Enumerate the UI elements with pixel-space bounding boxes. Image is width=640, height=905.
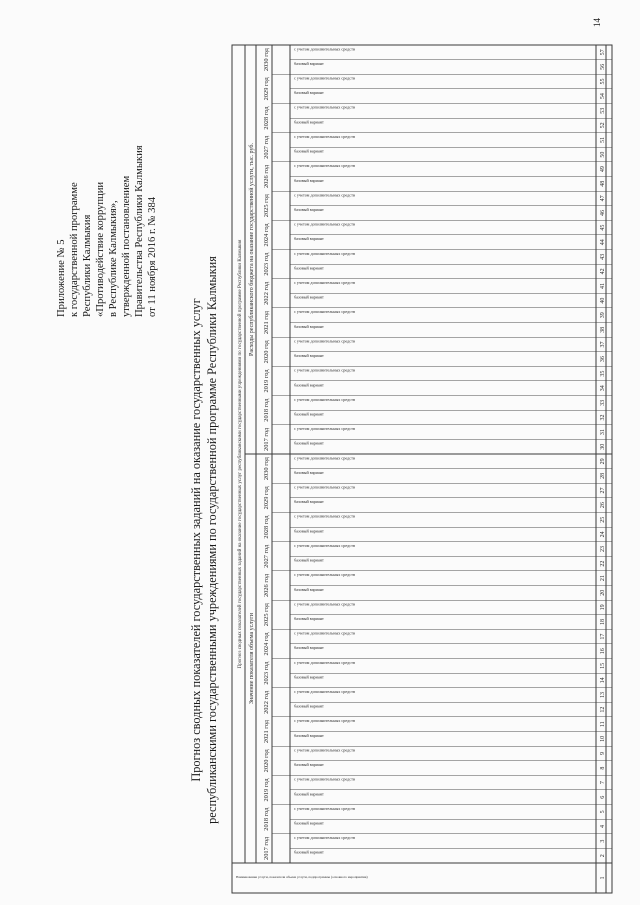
column-number: 11: [600, 721, 606, 728]
variant-extra: с учетом дополнительных средств: [294, 280, 355, 286]
appendix-line: к государственной программе: [69, 182, 80, 317]
variant-extra: с учетом дополнительных средств: [294, 630, 355, 636]
variant-base: базовый вариант: [294, 615, 324, 621]
variant-base: базовый вариант: [294, 60, 324, 66]
variant-base: базовый вариант: [294, 674, 324, 680]
year-header: 2025 год: [263, 603, 270, 627]
variant-extra: с учетом дополнительных средств: [294, 572, 355, 578]
column-number: 52: [600, 122, 606, 129]
column-number: 4: [600, 824, 606, 828]
column-number: 8: [600, 766, 606, 770]
variant-base: базовый вариант: [294, 440, 324, 446]
variant-base: базовый вариант: [294, 411, 324, 417]
appendix-line: Приложение № 5: [56, 239, 67, 317]
variant-base: базовый вариант: [294, 703, 324, 709]
variant-base: базовый вариант: [294, 791, 324, 797]
column-number: 35: [600, 370, 606, 377]
variant-extra: с учетом дополнительных средств: [294, 250, 355, 256]
column-number: 54: [600, 93, 606, 100]
variant-base: базовый вариант: [294, 586, 324, 592]
variant-extra: с учетом дополнительных средств: [294, 718, 355, 724]
year-header: 2019 год: [263, 778, 270, 802]
variant-base: базовый вариант: [294, 469, 324, 475]
year-header: 2023 год: [263, 661, 270, 685]
year-header: 2023 год: [263, 252, 270, 276]
column-number: 41: [600, 283, 606, 290]
column-number: 57: [600, 49, 606, 56]
year-header: 2017 год: [263, 427, 270, 451]
variant-base: базовый вариант: [294, 265, 324, 271]
column-number: 26: [600, 502, 606, 509]
variant-base: базовый вариант: [294, 528, 324, 534]
column-number: 45: [600, 224, 606, 231]
page-number: 14: [592, 18, 602, 27]
column-number: 50: [600, 151, 606, 158]
expense-header: Расходы республиканского бюджета на оказание государственной услуги, тыс. руб.: [249, 143, 255, 356]
variant-extra: с учетом дополнительных средств: [294, 367, 355, 373]
variant-extra: с учетом дополнительных средств: [294, 747, 355, 753]
column-number: 21: [600, 575, 606, 582]
table-frame: [232, 45, 612, 893]
column-number: 13: [600, 692, 606, 699]
variant-extra: с учетом дополнительных средств: [294, 513, 355, 519]
variant-extra: с учетом дополнительных средств: [294, 484, 355, 490]
appendix-line: от 11 ноября 2016 г. № 384: [147, 196, 158, 317]
title-line-1: Прогноз сводных показателей государственных заданий на оказание государственных услуг: [189, 298, 203, 782]
variant-base: базовый вариант: [294, 849, 324, 855]
variant-base: базовый вариант: [294, 294, 324, 300]
variant-base: базовый вариант: [294, 762, 324, 768]
variant-base: базовый вариант: [294, 236, 324, 242]
first-col-header: Наименование услуги, показателя объема услуги, подпрограммы (основного мероприятия): [236, 875, 368, 879]
year-header: 2018 год: [263, 398, 270, 422]
year-header: 2030 год: [263, 457, 270, 481]
variant-extra: с учетом дополнительных средств: [294, 163, 355, 169]
section-header: Прогноз сводных показателей государственных заданий на оказание государственных услуг республиканскими государственными учреждениями по государственной программе Республики Калмыкия: [238, 239, 243, 669]
year-header: 2028 год: [263, 515, 270, 539]
column-number: 10: [600, 735, 606, 742]
variant-extra: с учетом дополнительных средств: [294, 542, 355, 548]
year-header: 2030 год: [263, 48, 270, 72]
column-number: 2: [600, 854, 606, 858]
column-number: 29: [600, 458, 606, 465]
column-number: 31: [600, 429, 606, 436]
variant-extra: с учетом дополнительных средств: [294, 601, 355, 607]
column-number: 12: [600, 706, 606, 713]
year-header: 2027 год: [263, 544, 270, 568]
column-number: 36: [600, 356, 606, 363]
column-number: 42: [600, 268, 606, 275]
column-number: 39: [600, 312, 606, 319]
year-header: 2022 год: [263, 281, 270, 305]
variant-extra: с учетом дополнительных средств: [294, 133, 355, 139]
variant-base: базовый вариант: [294, 119, 324, 125]
column-number: 55: [600, 78, 606, 85]
variant-base: базовый вариант: [294, 353, 324, 359]
variant-extra: с учетом дополнительных средств: [294, 221, 355, 227]
variant-base: базовый вариант: [294, 820, 324, 826]
column-number: 44: [600, 239, 606, 246]
variant-base: базовый вариант: [294, 499, 324, 505]
variant-base: базовый вариант: [294, 557, 324, 563]
year-header: 2027 год: [263, 135, 270, 159]
column-number: 14: [600, 677, 606, 684]
year-header: 2028 год: [263, 106, 270, 130]
appendix-line: Республики Калмыкия: [82, 214, 93, 317]
variant-base: базовый вариант: [294, 732, 324, 738]
column-number: 27: [600, 487, 606, 494]
column-number: 46: [600, 209, 606, 216]
column-number: 25: [600, 516, 606, 523]
column-number: 40: [600, 297, 606, 304]
year-header: 2029 год: [263, 486, 270, 510]
variant-base: базовый вариант: [294, 148, 324, 154]
variant-extra: с учетом дополнительных средств: [294, 338, 355, 344]
variant-base: базовый вариант: [294, 90, 324, 96]
appendix-line: «Противодействие коррупции: [95, 181, 106, 317]
column-number: 28: [600, 472, 606, 479]
column-number: 43: [600, 253, 606, 260]
year-header: 2025 год: [263, 194, 270, 218]
variant-base: базовый вариант: [294, 206, 324, 212]
variant-extra: с учетом дополнительных средств: [294, 659, 355, 665]
year-header: 2018 год: [263, 807, 270, 831]
year-header: 2024 год: [263, 223, 270, 247]
variant-extra: с учетом дополнительных средств: [294, 46, 355, 52]
column-number: 15: [600, 662, 606, 669]
column-number: 23: [600, 545, 606, 552]
variant-extra: с учетом дополнительных средств: [294, 805, 355, 811]
year-header: 2026 год: [263, 164, 270, 189]
column-number: 33: [600, 399, 606, 406]
variant-extra: с учетом дополнительных средств: [294, 426, 355, 432]
column-number: 6: [600, 795, 606, 799]
column-number: 16: [600, 648, 606, 655]
column-number: 3: [600, 839, 606, 843]
year-header: 2022 год: [263, 690, 270, 714]
column-number: 24: [600, 531, 606, 538]
column-number: 38: [600, 326, 606, 333]
variant-extra: с учетом дополнительных средств: [294, 192, 355, 198]
year-header: 2020 год: [263, 749, 270, 773]
variant-extra: с учетом дополнительных средств: [294, 104, 355, 110]
column-number: 20: [600, 589, 606, 596]
column-number: 34: [600, 385, 606, 392]
year-header: 2026 год: [263, 573, 270, 598]
column-number: 1: [600, 876, 606, 880]
variant-extra: с учетом дополнительных средств: [294, 689, 355, 695]
variant-extra: с учетом дополнительных средств: [294, 455, 355, 461]
column-number: 53: [600, 107, 606, 114]
year-header: 2021 год: [263, 310, 270, 335]
variant-extra: с учетом дополнительных средств: [294, 309, 355, 315]
column-number: 49: [600, 166, 606, 173]
variant-extra: с учетом дополнительных средств: [294, 776, 355, 782]
appendix-line: Правительства Республики Калмыкия: [134, 145, 145, 317]
column-number: 51: [600, 136, 606, 143]
column-number: 30: [600, 443, 606, 450]
column-number: 9: [600, 751, 606, 755]
year-header: 2019 год: [263, 369, 270, 393]
column-number: 56: [600, 63, 606, 70]
column-number: 32: [600, 414, 606, 421]
variant-extra: с учетом дополнительных средств: [294, 835, 355, 841]
column-number: 5: [600, 810, 606, 814]
variant-base: базовый вариант: [294, 323, 324, 329]
variant-base: базовый вариант: [294, 645, 324, 651]
column-number: 22: [600, 560, 606, 567]
column-number: 48: [600, 180, 606, 187]
appendix-line: в Республике Калмыкия»,: [108, 200, 119, 317]
year-header: 2029 год: [263, 77, 270, 101]
column-number: 37: [600, 341, 606, 348]
appendix-line: утвержденной постановлением: [121, 175, 132, 317]
variant-base: базовый вариант: [294, 382, 324, 388]
year-header: 2017 год: [263, 836, 270, 860]
column-number: 19: [600, 604, 606, 611]
year-header: 2024 год: [263, 632, 270, 656]
year-header: 2021 год: [263, 719, 270, 744]
column-number: 47: [600, 195, 606, 202]
column-number: 17: [600, 633, 606, 640]
title-line-2: республиканскими государственными учреждениями по государственной программе Республики Калмыкия: [205, 256, 219, 824]
variant-extra: с учетом дополнительных средств: [294, 75, 355, 81]
variant-extra: с учетом дополнительных средств: [294, 396, 355, 402]
volume-header: Значение показателя объема услуги: [249, 613, 255, 704]
column-number: 18: [600, 618, 606, 625]
variant-base: базовый вариант: [294, 177, 324, 183]
column-number: 7: [600, 781, 606, 785]
year-header: 2020 год: [263, 340, 270, 364]
